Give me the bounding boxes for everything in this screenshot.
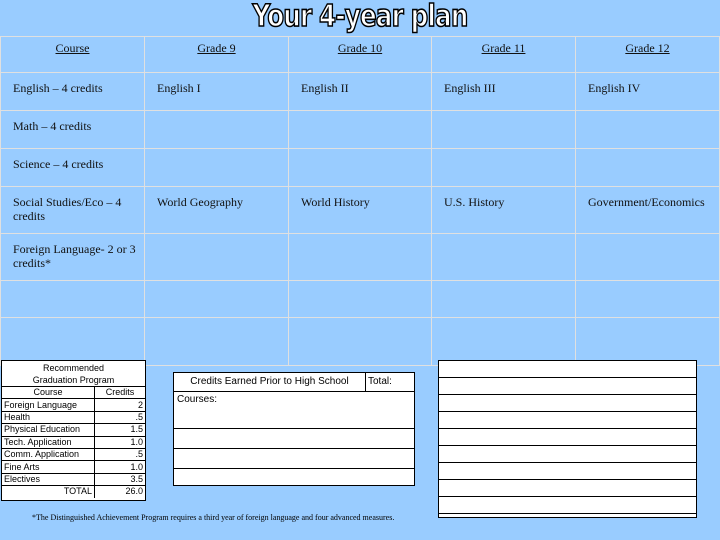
list-item (2, 399, 145, 411)
course-name: Tech. Application (2, 436, 95, 448)
total-label: Total: (368, 376, 392, 387)
table-cell: Science – 4 credits (1, 149, 145, 187)
list-item (2, 461, 145, 473)
blank-line (439, 361, 696, 378)
four-year-plan-table (0, 36, 720, 366)
table-row (1, 187, 720, 234)
course-credits: 2 (95, 399, 146, 411)
footnote: *The Distinguished Achievement Program requires a third year of foreign language and four advanced measures. (32, 513, 395, 522)
table-cell: World History (289, 187, 432, 234)
table-cell: Foreign Language- 2 or 3 credits* (1, 234, 145, 281)
list-item (2, 436, 145, 448)
course-credits: 3.5 (95, 473, 146, 485)
blank-line (439, 446, 696, 463)
table-cell: English I (145, 73, 289, 111)
table-row (1, 73, 720, 111)
course-name: Health (2, 411, 95, 423)
table-row (1, 149, 720, 187)
table-cell (432, 111, 576, 149)
table-row (1, 318, 720, 366)
total-label: TOTAL (2, 486, 95, 498)
table-cell: U.S. History (432, 187, 576, 234)
credits-earned-header (174, 373, 414, 392)
table-header-row (1, 37, 720, 73)
header-grade-9: Grade 9 (145, 37, 289, 73)
blank-line (439, 497, 696, 514)
recommended-heading-line1: Recommended (42, 363, 105, 373)
table-cell (576, 234, 720, 281)
table-cell: English III (432, 73, 576, 111)
table-cell (289, 281, 432, 318)
col-credits: Credits (95, 387, 146, 399)
courses-label: Courses: (174, 392, 414, 429)
table-cell: Social Studies/Eco – 4 credits (1, 187, 145, 234)
table-cell (145, 234, 289, 281)
course-credits: .5 (95, 411, 146, 423)
blank-line (439, 429, 696, 446)
blank-line (439, 480, 696, 497)
recommended-header-row (2, 387, 145, 399)
course-name: Electives (2, 473, 95, 485)
course-name: Fine Arts (2, 461, 95, 473)
table-cell (145, 281, 289, 318)
recommended-table (2, 386, 145, 498)
table-cell (1, 281, 145, 318)
blank-line (439, 378, 696, 395)
blank-line (439, 395, 696, 412)
recommended-program-box (1, 360, 146, 501)
list-item (2, 424, 145, 436)
table-cell: English II (289, 73, 432, 111)
table-cell: Government/Economics (576, 187, 720, 234)
header-grade-10: Grade 10 (289, 37, 432, 73)
header-course: Course (1, 37, 145, 73)
blank-line (174, 429, 414, 449)
course-credits: .5 (95, 448, 146, 460)
table-cell: Math – 4 credits (1, 111, 145, 149)
course-credits: 1.0 (95, 461, 146, 473)
table-cell (289, 234, 432, 281)
table-cell (576, 149, 720, 187)
table-cell (576, 318, 720, 366)
total-value: 26.0 (95, 486, 146, 498)
course-name: Foreign Language (2, 399, 95, 411)
table-cell (145, 111, 289, 149)
page-title: Your 4-year plan (252, 0, 468, 34)
course-credits: 1.5 (95, 424, 146, 436)
table-cell: English IV (576, 73, 720, 111)
table-cell (576, 111, 720, 149)
blank-line (439, 463, 696, 480)
table-cell (145, 318, 289, 366)
table-cell (432, 318, 576, 366)
course-name: Comm. Application (2, 448, 95, 460)
course-name: Physical Education (2, 424, 95, 436)
table-cell (432, 281, 576, 318)
course-credits: 1.0 (95, 436, 146, 448)
table-cell (1, 318, 145, 366)
header-grade-12: Grade 12 (576, 37, 720, 73)
col-course: Course (2, 387, 95, 399)
table-cell: World Geography (145, 187, 289, 234)
list-item (2, 448, 145, 460)
recommended-heading (2, 361, 145, 386)
list-item (2, 473, 145, 485)
table-cell (289, 318, 432, 366)
table-cell (289, 149, 432, 187)
credits-earned-label: Credits Earned Prior to High School (174, 373, 366, 391)
blank-line (174, 469, 414, 488)
list-item (2, 411, 145, 423)
blank-line (439, 412, 696, 429)
credits-earned-box (173, 372, 415, 486)
table-cell: English – 4 credits (1, 73, 145, 111)
notes-lined-box (438, 360, 697, 518)
blank-line (174, 449, 414, 469)
table-cell (145, 149, 289, 187)
table-row (1, 281, 720, 318)
table-cell (432, 149, 576, 187)
table-cell (576, 281, 720, 318)
table-cell (432, 234, 576, 281)
table-cell (289, 111, 432, 149)
recommended-heading-line2: Graduation Program (32, 375, 115, 385)
header-grade-11: Grade 11 (432, 37, 576, 73)
table-row (1, 234, 720, 281)
table-row (1, 111, 720, 149)
total-row (2, 486, 145, 498)
